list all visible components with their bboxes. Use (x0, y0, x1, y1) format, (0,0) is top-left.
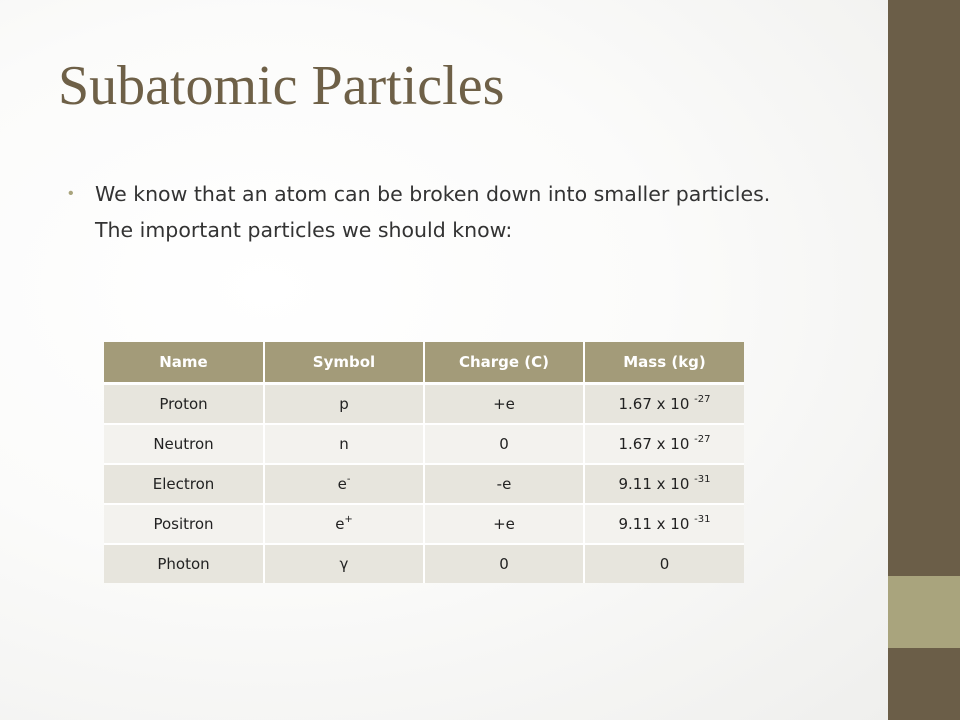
mass-base: 1.67 x 10 (618, 435, 690, 453)
cell-mass (584, 464, 744, 504)
bullet-dot-icon: • (68, 185, 74, 202)
sidebar-band-middle (888, 576, 960, 648)
slide-title: Subatomic Particles (58, 55, 505, 117)
cell-symbol (264, 424, 424, 464)
symbol-text: n (339, 435, 349, 453)
cell-charge: +e (424, 384, 584, 425)
mass-base: 9.11 x 10 (618, 515, 690, 533)
table-row (104, 384, 744, 425)
cell-symbol (264, 544, 424, 583)
cell-symbol (264, 384, 424, 425)
symbol-superscript: - (346, 474, 351, 485)
mass-exponent: -27 (694, 394, 711, 405)
table-row (104, 504, 744, 544)
cell-name: Photon (104, 544, 264, 583)
cell-mass (584, 544, 744, 583)
sidebar-band-top (888, 0, 960, 576)
cell-symbol (264, 464, 424, 504)
cell-charge: 0 (424, 544, 584, 583)
particles-table (104, 342, 744, 583)
table-row (104, 464, 744, 504)
cell-charge: +e (424, 504, 584, 544)
cell-name: Proton (104, 384, 264, 425)
table-header-row (104, 342, 744, 384)
cell-name: Positron (104, 504, 264, 544)
symbol-text: e (337, 475, 347, 493)
sidebar-band-bottom (888, 648, 960, 720)
cell-mass (584, 384, 744, 425)
cell-name: Neutron (104, 424, 264, 464)
mass-exponent: -31 (694, 474, 711, 485)
symbol-superscript: + (344, 514, 353, 525)
mass-base: 9.11 x 10 (618, 475, 690, 493)
cell-charge: -e (424, 464, 584, 504)
cell-charge: 0 (424, 424, 584, 464)
header-name: Name (104, 342, 264, 384)
symbol-text: p (339, 395, 349, 413)
header-mass: Mass (kg) (584, 342, 744, 384)
mass-exponent: -27 (694, 434, 711, 445)
table-row (104, 544, 744, 583)
mass-exponent: -31 (694, 514, 711, 525)
header-symbol: Symbol (264, 342, 424, 384)
header-charge: Charge (C) (424, 342, 584, 384)
mass-base: 1.67 x 10 (618, 395, 690, 413)
table-row (104, 424, 744, 464)
bullet-item (68, 176, 808, 248)
cell-name: Electron (104, 464, 264, 504)
cell-mass (584, 424, 744, 464)
bullet-text: We know that an atom can be broken down into smaller particles. The important particles we should know: (95, 182, 771, 242)
cell-symbol (264, 504, 424, 544)
symbol-text: γ (339, 555, 349, 573)
mass-base: 0 (659, 555, 670, 573)
symbol-text: e (335, 515, 345, 533)
cell-mass (584, 504, 744, 544)
